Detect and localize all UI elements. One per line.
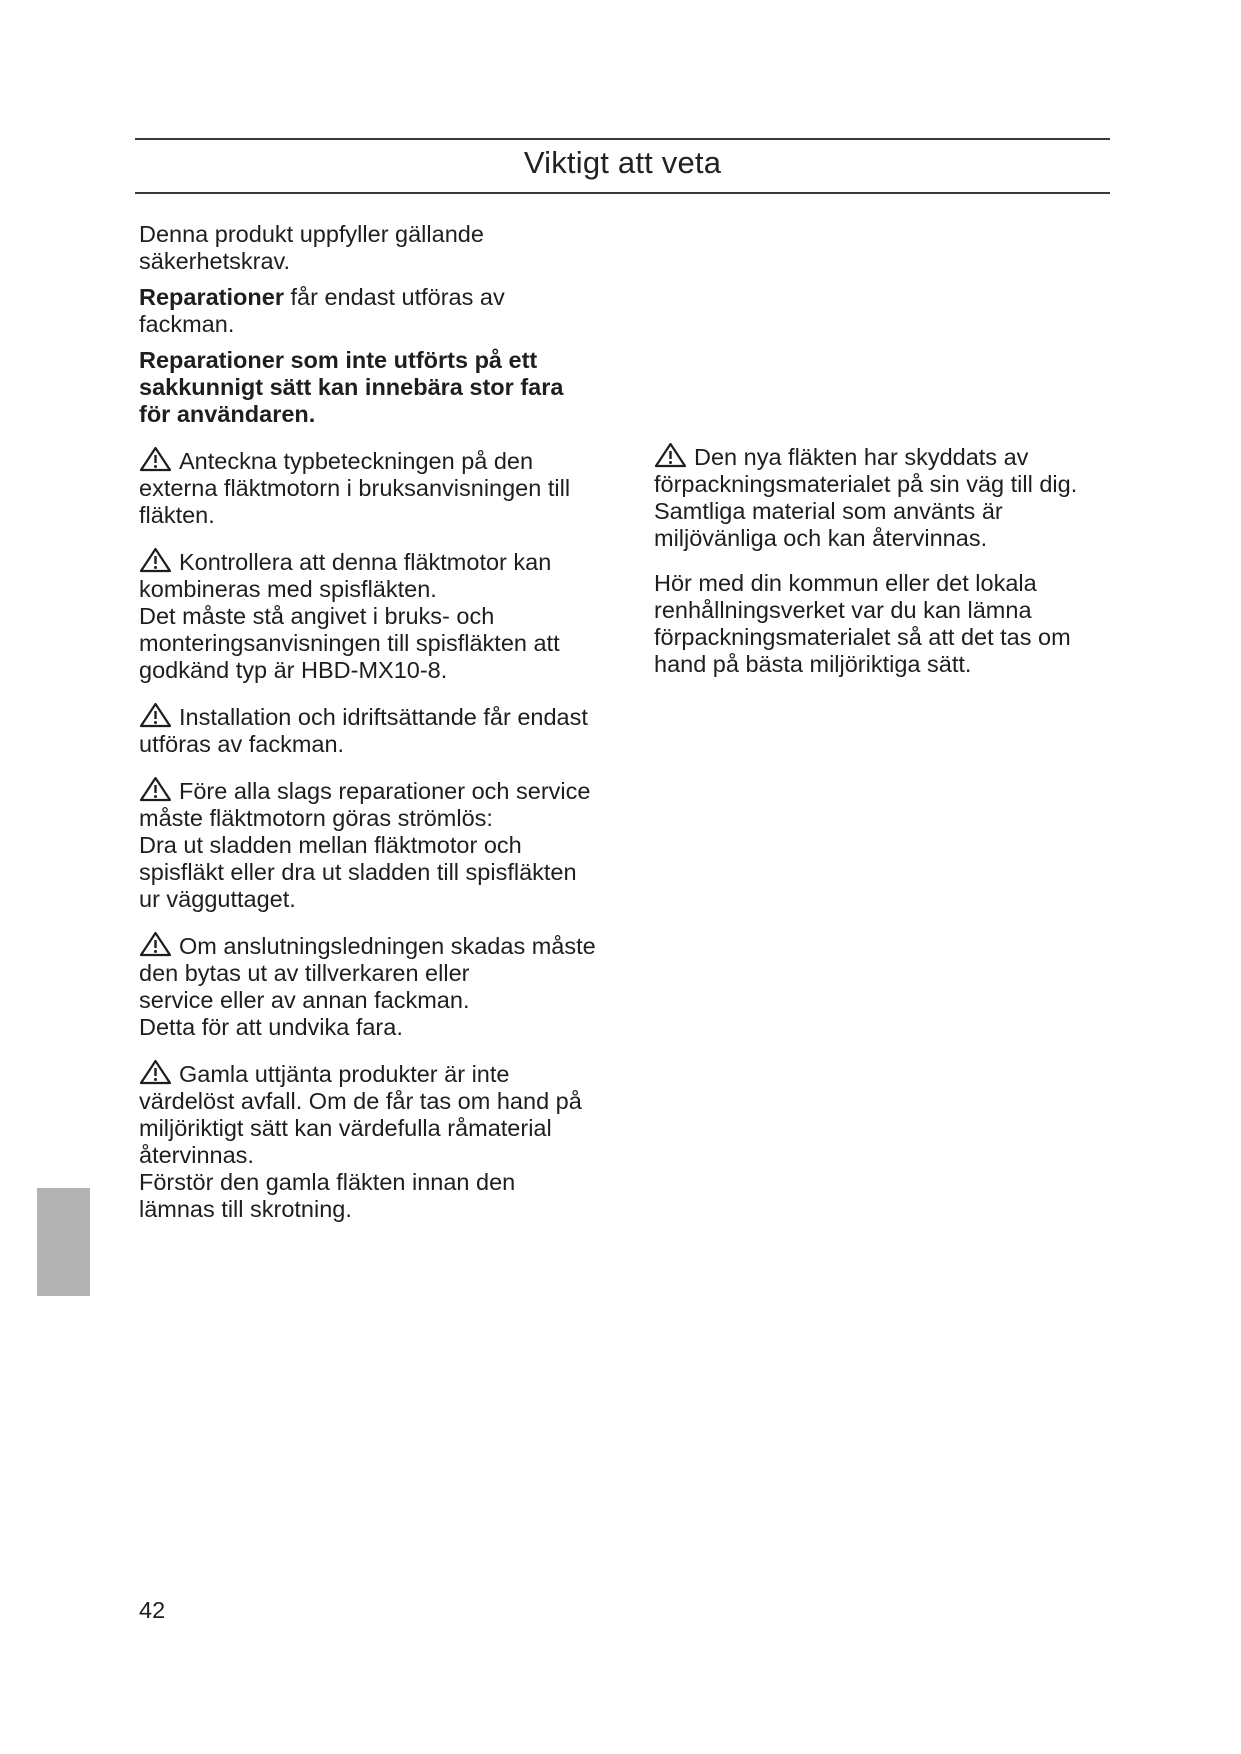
packaging-warning-paragraph: [654, 442, 1084, 552]
page-number: 42: [139, 1597, 166, 1623]
intro-paragraph: [139, 221, 614, 275]
text-line: externa fläktmotorn i bruksanvisningen till: [139, 475, 571, 501]
warning-paragraph: [139, 446, 614, 529]
warning-paragraph: [139, 1059, 614, 1223]
warning-triangle-icon: [139, 702, 172, 728]
text-line: renhållningsverket var du kan lämna: [654, 597, 1032, 623]
text-line: miljövänliga och kan återvinnas.: [654, 525, 988, 551]
warning-text: Kontrollera att denna fläktmotor kan: [179, 549, 552, 575]
text-line: [654, 442, 1084, 471]
text-line: godkänd typ är HBD-MX10-8.: [139, 657, 448, 683]
warning-triangle-icon: [139, 547, 172, 573]
text-line: Hör med din kommun eller det lokala: [654, 570, 1037, 596]
text-line: [139, 776, 614, 805]
text-line: utföras av fackman.: [139, 731, 345, 757]
text-line: [139, 1059, 614, 1088]
text-line: förpackningsmaterialet på sin väg till dig.: [654, 471, 1078, 497]
warning-text: Installation och idriftsättande får endast: [179, 704, 588, 730]
page-title: Viktigt att veta: [523, 145, 722, 180]
danger-paragraph: [139, 347, 614, 428]
warning-text: Före alla slags reparationer och service: [179, 778, 591, 804]
text-line: miljöriktigt sätt kan värdefulla råmaterial: [139, 1115, 552, 1141]
language-side-tab: [37, 1188, 90, 1296]
warning-paragraph: [139, 931, 614, 1041]
text-line: värdelöst avfall. Om de får tas om hand på: [139, 1088, 582, 1114]
text-line: monteringsanvisningen till spisfläkten att: [139, 630, 560, 656]
text-line: Samtliga material som använts är: [654, 498, 1003, 524]
warning-paragraph: [139, 702, 614, 758]
warning-triangle-icon: [139, 931, 172, 957]
text-line: Reparationer som inte utförts på ett: [139, 347, 538, 373]
text-line: Det måste stå angivet i bruks- och: [139, 603, 495, 629]
text-line: [139, 702, 614, 731]
warning-paragraph: [139, 547, 614, 684]
text-line: ur vägguttaget.: [139, 886, 296, 912]
warning-text: Om anslutningsledningen skadas måste: [179, 933, 596, 959]
text-line: fackman.: [139, 311, 235, 337]
warning-text: Den nya fläkten har skyddats av: [694, 444, 1029, 470]
text-line: återvinnas.: [139, 1142, 254, 1168]
text-line: måste fläktmotorn göras strömlös:: [139, 805, 493, 831]
text-line: kombineras med spisfläkten.: [139, 576, 437, 602]
left-column: [139, 221, 614, 1232]
text-line: spisfläkt eller dra ut sladden till spisfläkten: [139, 859, 577, 885]
text-line: för användaren.: [139, 401, 316, 427]
warning-paragraph: [139, 776, 614, 913]
text-line: förpackningsmaterialet så att det tas om: [654, 624, 1071, 650]
repair-paragraph: [139, 284, 614, 338]
text-line: Denna produkt uppfyller gällande: [139, 221, 484, 247]
text-line: sakkunnigt sätt kan innebära stor fara: [139, 374, 564, 400]
text-line: [139, 931, 614, 960]
text-line: säkerhetskrav.: [139, 248, 291, 274]
text-line: [139, 446, 614, 475]
text-line: hand på bästa miljöriktiga sätt.: [654, 651, 972, 677]
text-line: [139, 547, 614, 576]
warning-triangle-icon: [139, 1059, 172, 1085]
right-column: [654, 442, 1084, 687]
text-line: den bytas ut av tillverkaren eller: [139, 960, 470, 986]
warning-triangle-icon: [139, 776, 172, 802]
text-line: Dra ut sladden mellan fläktmotor och: [139, 832, 522, 858]
title-rule-bottom: [135, 192, 1110, 194]
text-line: fläkten.: [139, 502, 215, 528]
text-line: [139, 284, 614, 311]
repair-text: får endast utföras av: [283, 284, 505, 310]
text-line: Detta för att undvika fara.: [139, 1014, 403, 1040]
warning-text: Gamla uttjänta produkter är inte: [179, 1061, 510, 1087]
title-rule-top: [135, 138, 1110, 140]
warning-triangle-icon: [654, 442, 687, 468]
warning-triangle-icon: [139, 446, 172, 472]
repair-bold-text: Reparationer: [139, 284, 284, 310]
text-line: Förstör den gamla fläkten innan den: [139, 1169, 516, 1195]
text-line: service eller av annan fackman.: [139, 987, 470, 1013]
recycling-paragraph: [654, 570, 1084, 678]
text-line: lämnas till skrotning.: [139, 1196, 352, 1222]
warning-text: Anteckna typbeteckningen på den: [179, 448, 534, 474]
